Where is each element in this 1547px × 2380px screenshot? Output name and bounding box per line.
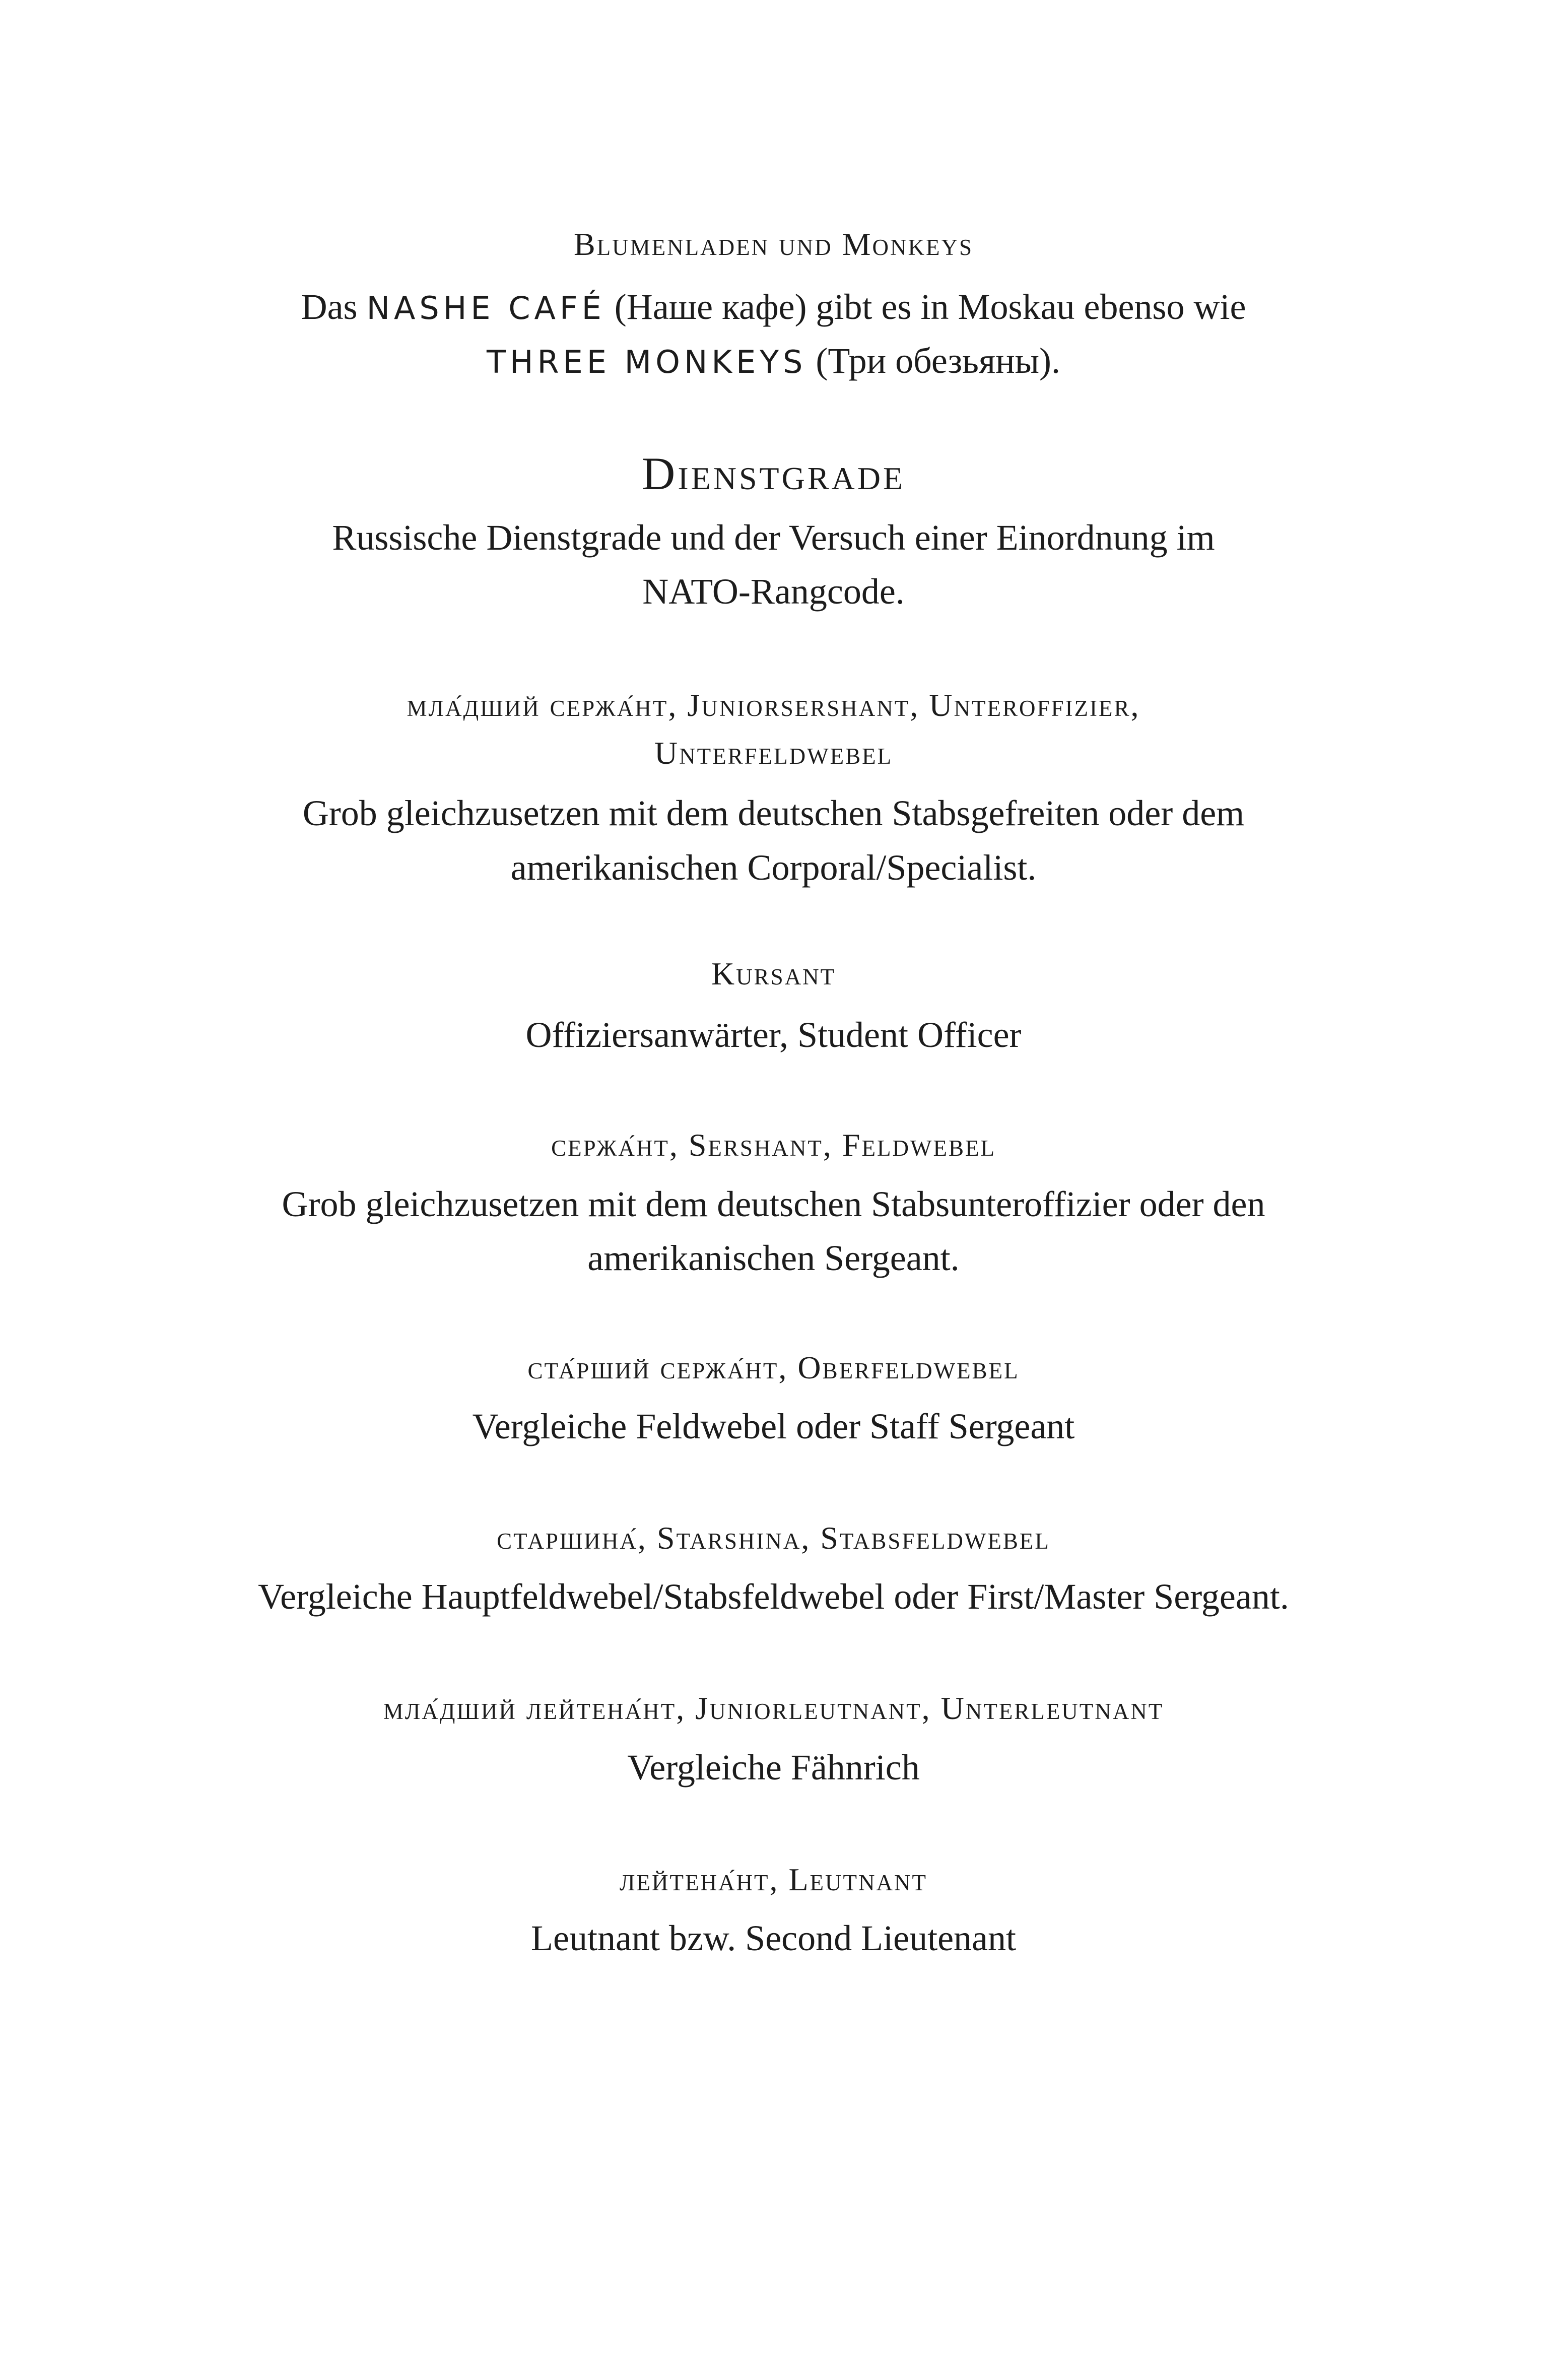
rank-heading	[0, 1681, 1547, 1736]
rank-heading	[0, 1852, 1547, 1907]
rank-desc-line-1: Vergleiche Fähnrich	[627, 1747, 920, 1788]
rank-description-cont	[0, 840, 1547, 895]
rank-heading	[0, 1510, 1547, 1566]
rank-desc-line-1: Vergleiche Feldwebel oder Staff Sergeant	[472, 1406, 1075, 1446]
rank-heading-line-1: сержа́нт, Sershant, Feldwebel	[551, 1127, 996, 1163]
rank-description	[0, 1008, 1547, 1062]
rank-heading-line-1: Kursant	[711, 956, 836, 991]
rank-description	[0, 786, 1547, 840]
flowers-line2-suffix: (Три обезьяны).	[816, 341, 1060, 381]
flowers-line-1	[0, 280, 1547, 336]
section-title-ranks	[0, 443, 1547, 504]
rank-desc-line-1: Vergleiche Hauptfeldwebel/Stabsfeldwebel oder First/Master Sergeant.	[258, 1576, 1289, 1617]
rank-desc-line-2: amerikanischen Corporal/Specialist.	[510, 847, 1037, 888]
rank-heading-line-1: лейтена́нт, Leutnant	[619, 1862, 927, 1897]
rank-heading-cont	[0, 725, 1547, 781]
rank-desc-line-1: Offiziersanwärter, Student Officer	[525, 1015, 1022, 1055]
rank-desc-line-2: amerikanischen Sergeant.	[587, 1238, 960, 1278]
brand-nashe-cafe: NASHE CAFÉ	[366, 290, 606, 326]
section-title-ranks-text: Dienstgrade	[641, 448, 906, 499]
section-title-flowers	[0, 217, 1547, 272]
ranks-intro-line-1	[0, 510, 1547, 565]
rank-description	[0, 1911, 1547, 1965]
rank-heading	[0, 946, 1547, 1002]
flowers-line-2	[0, 334, 1547, 389]
rank-description	[0, 1177, 1547, 1231]
rank-description	[0, 1569, 1547, 1624]
rank-heading-line-2: Unterfeldwebel	[654, 735, 893, 771]
flowers-line1-suffix: (Наше кафе) gibt es in Moskau ebenso wie	[614, 287, 1246, 327]
rank-description	[0, 1399, 1547, 1453]
ranks-intro-text-2: NATO-Rangcode.	[642, 571, 905, 612]
section-title-flowers-text: Blumenladen und Monkeys	[573, 226, 974, 262]
rank-heading-line-1: старшина́, Starshina, Stabsfeldwebel	[497, 1520, 1050, 1556]
ranks-intro-line-2	[0, 564, 1547, 619]
rank-heading-line-1: мла́дший сержа́нт, Juniorsershant, Unteroffizier,	[407, 687, 1140, 723]
rank-heading-line-1: мла́дший лейтена́нт, Juniorleutnant, Unterleutnant	[383, 1690, 1164, 1726]
rank-heading	[0, 678, 1547, 733]
rank-description	[0, 1740, 1547, 1795]
rank-heading-line-1: ста́рший сержа́нт, Oberfeldwebel	[527, 1350, 1020, 1385]
flowers-line1-prefix: Das	[301, 287, 358, 327]
ranks-intro-text-1: Russische Dienstgrade und der Versuch einer Einordnung im	[332, 517, 1215, 558]
rank-desc-line-1: Grob gleichzusetzen mit dem deutschen Stabsunteroffizier oder den	[282, 1184, 1265, 1224]
rank-desc-line-1: Grob gleichzusetzen mit dem deutschen Stabsgefreiten oder dem	[302, 793, 1245, 833]
rank-heading	[0, 1340, 1547, 1396]
brand-three-monkeys: THREE MONKEYS	[487, 344, 807, 380]
rank-desc-line-1: Leutnant bzw. Second Lieutenant	[531, 1918, 1016, 1958]
rank-description-cont	[0, 1231, 1547, 1285]
rank-heading	[0, 1117, 1547, 1173]
